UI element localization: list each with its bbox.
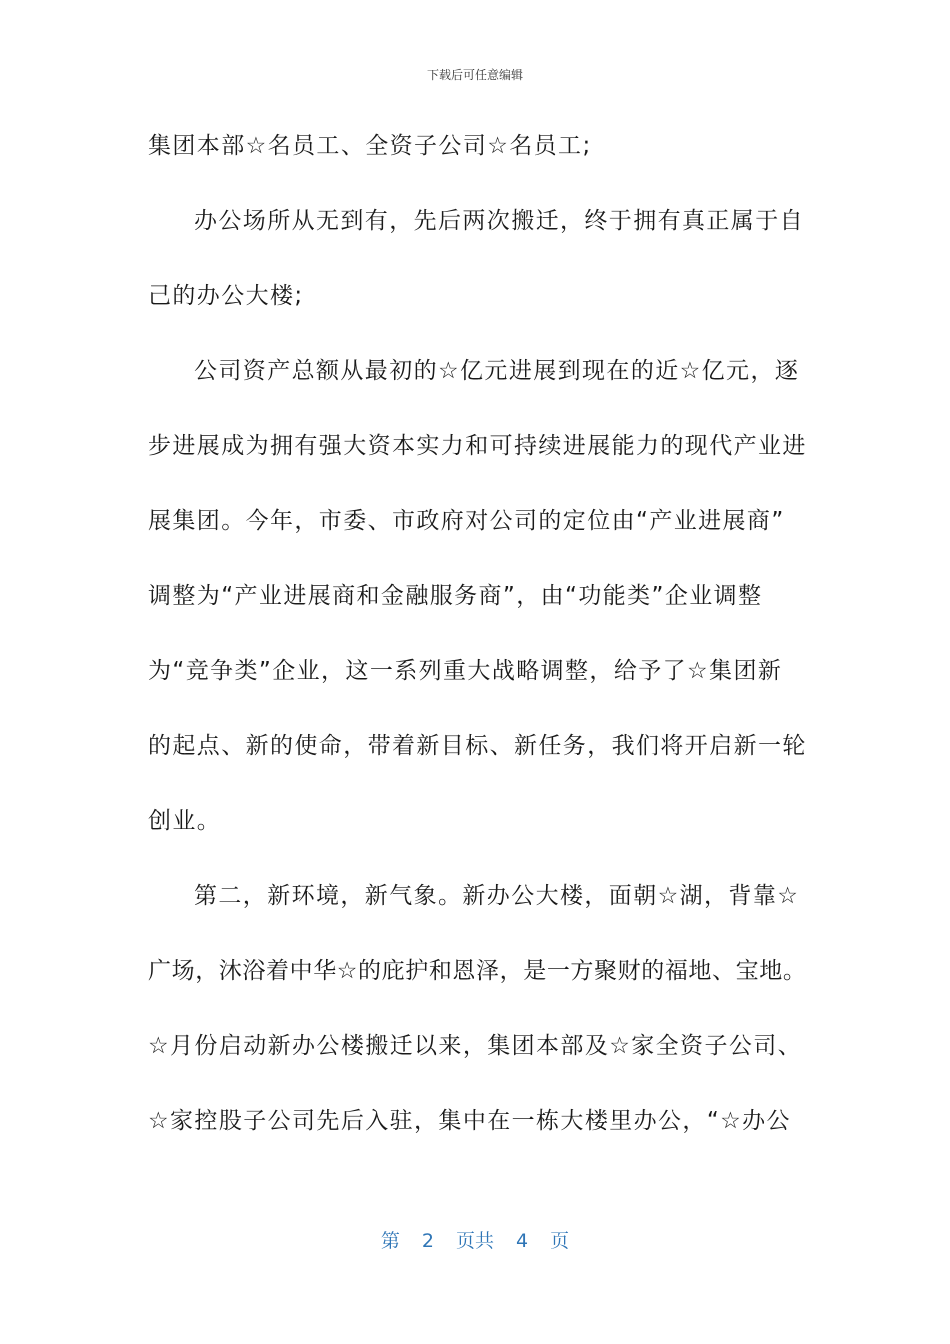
body-line: 展集团。今年，市委、市政府对公司的定位由“产业进展商” bbox=[148, 508, 785, 534]
body-line: 公司资产总额从最初的☆亿元进展到现在的近☆亿元，逐 bbox=[194, 358, 800, 384]
footer-prefix: 第 bbox=[380, 1230, 400, 1252]
body-line: 集团本部☆名员工、全资子公司☆名员工; bbox=[148, 133, 592, 159]
body-line: 第二，新环境，新气象。新办公大楼，面朝☆湖，背靠☆ bbox=[194, 883, 800, 909]
body-line: ☆家控股子公司先后入驻，集中在一栋大楼里办公，“☆办公 bbox=[148, 1108, 791, 1134]
body-line: 己的办公大楼; bbox=[148, 283, 304, 309]
footer-suffix: 页 bbox=[550, 1230, 570, 1252]
footer-page-number: 2 bbox=[421, 1230, 434, 1252]
page-footer bbox=[0, 1226, 950, 1253]
body-line: 创业。 bbox=[148, 808, 222, 834]
body-line: ☆月份启动新办公楼搬迁以来，集团本部及☆家全资子公司、 bbox=[148, 1033, 803, 1059]
header-note: 下载后可任意编辑 bbox=[426, 68, 523, 82]
body-line: 办公场所从无到有，先后两次搬迁，终于拥有真正属于自 bbox=[194, 208, 804, 234]
body-line: 为“竞争类”企业，这一系列重大战略调整，给予了☆集团新 bbox=[148, 658, 783, 684]
body-line: 调整为“产业进展商和金融服务商”，由“功能类”企业调整 bbox=[148, 583, 763, 609]
body-line: 步进展成为拥有强大资本实力和可持续进展能力的现代产业进 bbox=[148, 433, 807, 459]
footer-total-pages: 4 bbox=[516, 1230, 529, 1252]
body-line: 广场，沐浴着中华☆的庇护和恩泽，是一方聚财的福地、宝地。 bbox=[148, 958, 807, 984]
body-line: 的起点、新的使命，带着新目标、新任务，我们将开启新一轮 bbox=[148, 733, 807, 759]
footer-middle: 页共 bbox=[455, 1230, 494, 1252]
